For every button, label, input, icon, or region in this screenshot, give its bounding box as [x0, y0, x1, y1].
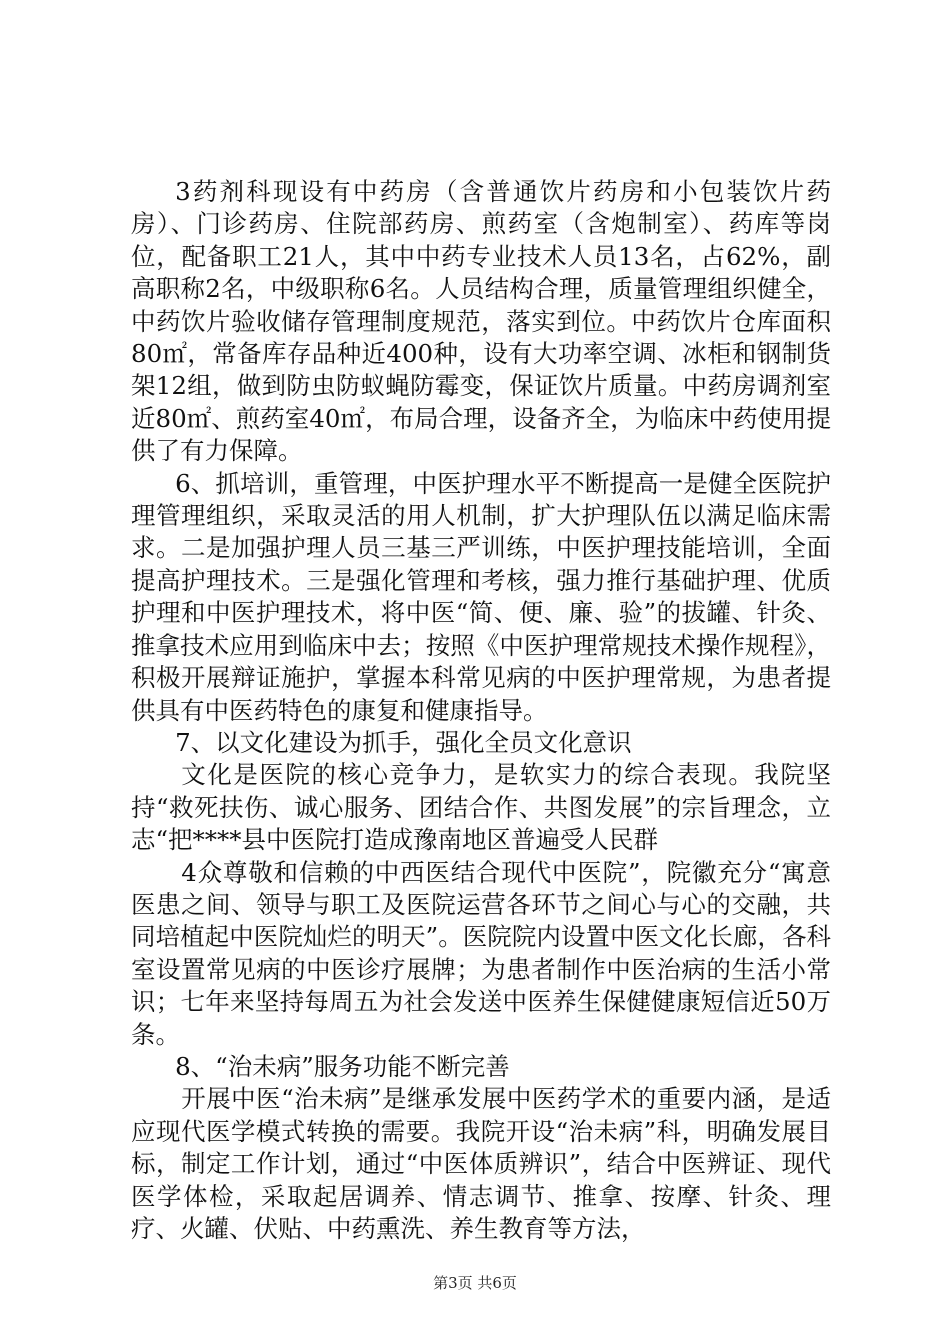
paragraph-culture: 文化是医院的核心竞争力，是软实力的综合表现。我院坚持“救死扶伤、诚心服务、团结合作、共图发展”的宗旨理念，立志“把****县中医院打造成豫南地区普遍受人民群: [131, 760, 831, 855]
paragraph-preventive-care: 开展中医“治未病”是继承发展中医药学术的重要内涵，是适应现代医学模式转换的需要。我院开设“治未病”科，明确发展目标，制定工作计划，通过“中医体质辨识”，结合中医辨证、现代医学体检，采取起居调养、情志调节、推拿、按摩、针灸、理疗、火罐、伏贴、中药熏洗、养生教育等方法，: [131, 1084, 831, 1243]
paragraph-culture-continued: 4众尊敬和信赖的中西医结合现代中医院”，院徽充分“寓意医患之间、领导与职工及医院运营各环节之间心与心的交融，共同培植起中医院灿烂的明天”。医院院内设置中医文化长廊，各科室设置常见病的中医诊疗展牌；为患者制作中医治病的生活小常识；七年来坚持每周五为社会发送中医养生保健健康短信近50万条。: [131, 857, 831, 1049]
page-footer: 第3页 共6页: [433, 1274, 517, 1292]
paragraph-nursing: 6、抓培训，重管理，中医护理水平不断提高一是健全医院护理管理组织，采取灵活的用人机制，扩大护理队伍以满足临床需求。二是加强护理人员三基三严训练，中医护理技能培训，全面提高护理技术。三是强化管理和考核，强力推行基础护理、优质护理和中医护理技术，将中医“简、便、廉、验”的拔罐、针灸、推拿技术应用到临床中去；按照《中医护理常规技术操作规程》，积极开展辩证施护，掌握本科常见病的中医护理常规，为患者提供具有中医药特色的康复和健康指导。: [131, 468, 831, 725]
heading-culture: 7、以文化建设为抓手，强化全员文化意识: [175, 727, 632, 757]
heading-preventive-care: 8、“治未病”服务功能不断完善: [175, 1051, 510, 1081]
document-body: [131, 176, 831, 1245]
paragraph-pharmacy: 3药剂科现设有中药房（含普通饮片药房和小包装饮片药房）、门诊药房、住院部药房、煎药室（含炮制室）、药库等岗位，配备职工21人，其中中药专业技术人员13名，占62%，副高职称2名，中级职称6名。人员结构合理，质量管理组织健全，中药饮片验收储存管理制度规范，落实到位。中药饮片仓库面积80㎡，常备库存品种近400种，设有大功率空调、冰柜和钢制货架12组，做到防虫防蚁蝇防霉变，保证饮片质量。中药房调剂室近80㎡、煎药室40㎡，布局合理，设备齐全，为临床中药使用提供了有力保障。: [131, 177, 831, 466]
